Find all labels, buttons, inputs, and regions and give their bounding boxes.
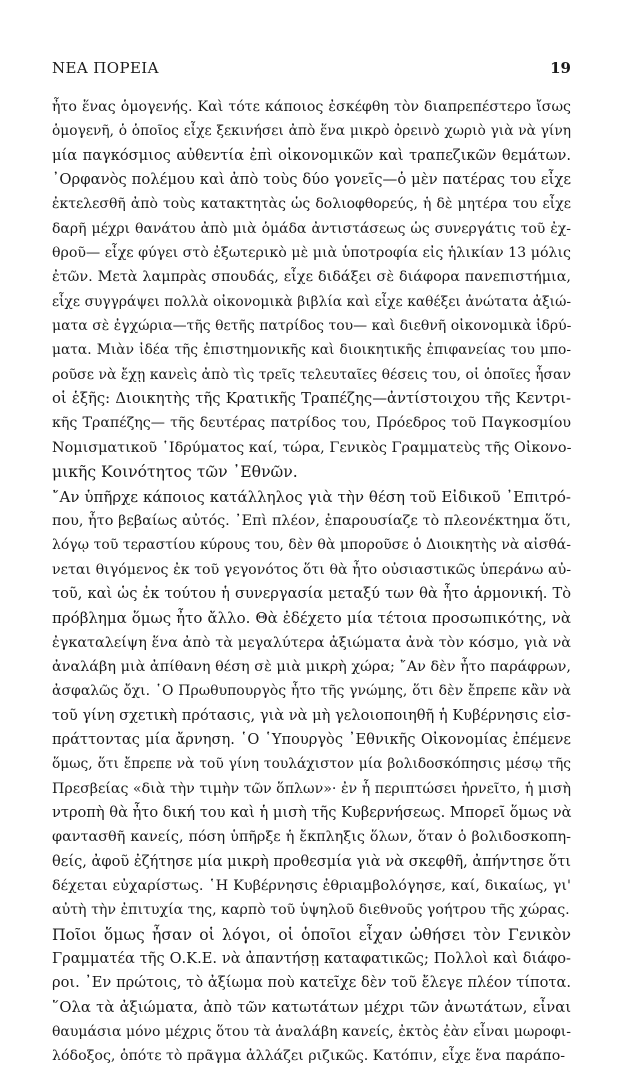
text-line: δέχεται εὐχαρίστως. ῾Η Κυβέρνησις ἐθριαμβολόγησε, καί, δικαίως, γι' — [52, 878, 571, 894]
text-line: Πρεσβείας «διὰ τὴν τιμὴν τῶν ὅπλων»· ἐν ἧ περιπτώσει ἠρνεῖτο, ἡ μισὴ — [52, 780, 571, 797]
page-header — [52, 59, 571, 79]
text-line: πράττοντας μία ἄρνηση. ῾Ο ῾Υπουργὸς ᾿Εθνικῆς Οἰκονομίας ἐπέμενε — [52, 730, 571, 748]
page-number: 19 — [550, 59, 571, 77]
text-line: Γραμματέα τῆς Ο.Κ.Ε. νὰ ἀπαντήσῃ καταφατικῶς; Πολλοὶ καὶ διάφο- — [52, 950, 571, 968]
text-line: ἐγκαταλείψη ἕνα ἀπὸ τὰ μεγαλύτερα ἀξιώματα ἀνὰ τὸν κόσμο, γιὰ νὰ — [52, 634, 571, 651]
text-line: θροῦ— εἶχε φύγει στὸ ἐξωτερικὸ μὲ μιὰ ὑποτροφία εἰς ἡλικίαν 13 μόλις — [52, 245, 571, 262]
text-line: μικῆς Κοινότητος τῶν ᾿Εθνῶν. — [52, 463, 298, 482]
text-line: ροι. ᾿Εν πρώτοις, τὸ ἀξίωμα ποὺ κατεῖχε δὲν τοῦ ἔλεγε πλέον τίποτα. — [52, 974, 571, 992]
text-line: κῆς Τραπέζης— τῆς δευτέρας πατρίδος του, Πρόεδρος τοῦ Παγκοσμίου — [52, 415, 571, 432]
text-line: οἱ ἑξῆς: Διοικητὴς τῆς Κρατικῆς Τραπέζης—ἀντίστοιχου τῆς Κεντρι- — [52, 390, 571, 408]
text-line: ἀναλάβη μιὰ ἀπίθανη θέση σὲ μιὰ μικρὴ χώρα; ῎Αν δὲν ἦτο παράφρων, — [52, 658, 571, 675]
body-text — [52, 95, 571, 1069]
text-line: ἦτο ἕνας ὁμογενής. Καὶ τότε κάποιος ἐσκέφθη τὸν διαπρεπέστερο ἴσως — [52, 99, 571, 115]
text-line: ῎Αν ὑπῆρχε κάποιος κατάλληλος γιὰ τὴν θέση τοῦ Εἰδικοῦ ᾿Επιτρό- — [52, 487, 571, 506]
text-line: ματα σὲ ἐγχώρια—τῆς θετῆς πατρίδος του— καὶ διεθνῆ οἰκονομικὰ ἱδρύ- — [52, 318, 572, 335]
text-line: λόδοξος, ὁπότε τὸ πρᾶγμα ἀλλάζει ριζικῶς. Κατόπιν, εἶχε ἕνα παράπο- — [52, 1048, 566, 1065]
text-line: ἐτῶν. Μετὰ λαμπρὰς σπουδάς, εἶχε διδάξει σὲ διάφορα πανεπιστήμια, — [52, 269, 571, 286]
text-line: τοῦ γίνη σχετικὴ πρότασις, γιὰ νὰ μὴ γελοιοποιηθῆ ἡ Κυβέρνησις εἰσ- — [52, 706, 571, 724]
text-line: αὐτὴ τὴν ἐπιτυχία της, καρπὸ τοῦ ὑψηλοῦ διεθνοῦς γοήτρου τῆς χώρας. — [52, 902, 570, 919]
text-line: μία παγκόσμιος αὐθεντία ἐπὶ οἰκονομικῶν καὶ τραπεζικῶν θεμάτων. — [52, 146, 571, 164]
text-line: τοῦ, καὶ ὡς ἐκ τούτου ἡ συνεργασία μεταξύ των θὰ ἦτο ἁρμονική. Τὸ — [52, 584, 571, 602]
text-line: θείς, ἀφοῦ ἐζήτησε μία μικρὴ προθεσμία γιὰ νὰ σκεφθῆ, ἀπήντησε ὅτι — [52, 852, 571, 870]
text-line: Νομισματικοῦ ῾Ιδρύματος καί, τώρα, Γενικὸς Γραμματεὺς τῆς Οἰκονο- — [52, 439, 572, 456]
text-line: ντροπὴ θὰ ἦτο δική του καὶ ἡ μισὴ τῆς Κυβερνήσεως. Μπορεῖ ὅμως νὰ — [52, 803, 572, 821]
text-line: ἐκτελεσθῆ ἀπὸ τοὺς κατακτητὰς ὡς δολιοφθορεύς, ἡ δὲ μητέρα του εἶχε — [52, 196, 571, 213]
text-line: θαυμάσια μόνο μέχρις ὅτου τὰ ἀναλάβη κανείς, ἐκτὸς ἐὰν εἶναι μωροφι- — [52, 1024, 571, 1041]
text-line: ῞Ολα τὰ ἀξιώματα, ἀπὸ τῶν κατωτάτων μέχρι τῶν ἀνωτάτων, εἶναι — [52, 998, 571, 1016]
running-title: ΝΕΑ ΠΟΡΕΙΑ — [52, 59, 159, 77]
text-line: πρόβλημα ὅμως ἦτο ἄλλο. Θὰ ἐδέχετο μία τέτοια προσωπικότης, νὰ — [52, 609, 571, 628]
text-line: εἶχε συγγράψει πολλὰ οἰκονομικὰ βιβλία καὶ εἶχε καθέξει ἀνώτατα ἀξιώ- — [52, 293, 571, 310]
text-line: λόγῳ τοῦ τεραστίου κύρους του, δὲν θὰ μποροῦσε ὁ Διοικητὴς νὰ αἰσθά- — [52, 537, 571, 554]
text-line: ὁμογενῆ, ὁ ὁποῖος εἶχε ξεκινήσει ἀπὸ ἕνα μικρὸ ὀρεινὸ χωριὸ γιὰ νὰ γίνη — [52, 123, 571, 140]
text-line: νεται θιγόμενος ἐκ τοῦ γεγονότος ὅτι θὰ ἦτο οὐσιαστικῶς ὑπεράνω αὐ- — [52, 561, 571, 578]
text-line: ᾿Ορφανὸς πολέμου καὶ ἀπὸ τοὺς δύο γονεῖς—ὁ μὲν πατέρας του εἶχε — [52, 171, 571, 189]
text-line: ματα. Μιὰν ἰδέα τῆς ἐπιστημονικῆς καὶ διοικητικῆς ἐπιφανείας του μπο- — [52, 342, 571, 359]
text-line: Ποῖοι ὅμως ἦσαν οἱ λόγοι, οἱ ὁποῖοι εἶχαν ὠθήσει τὸν Γενικὸν — [52, 925, 571, 944]
text-line: που, ἦτο βεβαίως αὐτός. ᾿Επὶ πλέον, ἐπαρουσίαζε τὸ πλεονέκτημα ὅτι, — [52, 512, 571, 529]
text-line: ὅμως, ὅτι ἔπρεπε νὰ τοῦ γίνη τουλάχιστον μία βολιδοσκόπησις μέσῳ τῆς — [52, 756, 571, 773]
text-line: φαντασθῆ κανείς, πόση ὑπῆρξε ἡ ἔκπληξις ὅλων, ὅταν ὁ βολιδοσκοπη- — [52, 829, 571, 846]
text-line: ἀσφαλῶς ὄχι. ῾Ο Πρωθυπουργὸς ἦτο τῆς γνώμης, ὅτι δὲν ἔπρεπε κἂν νὰ — [52, 683, 571, 700]
text-line: δαρῆ μέχρι θανάτου ἀπὸ μιὰ ὁμάδα ἀντιστάσεως ὡς συνεργάτις τοῦ ἐχ- — [52, 220, 571, 237]
text-line: ροῦσε νὰ ἔχῃ κανεὶς ἀπὸ τὶς τρεῖς τελευταῖες θέσεις του, οἱ ὁποῖες ἦσαν — [52, 366, 571, 383]
